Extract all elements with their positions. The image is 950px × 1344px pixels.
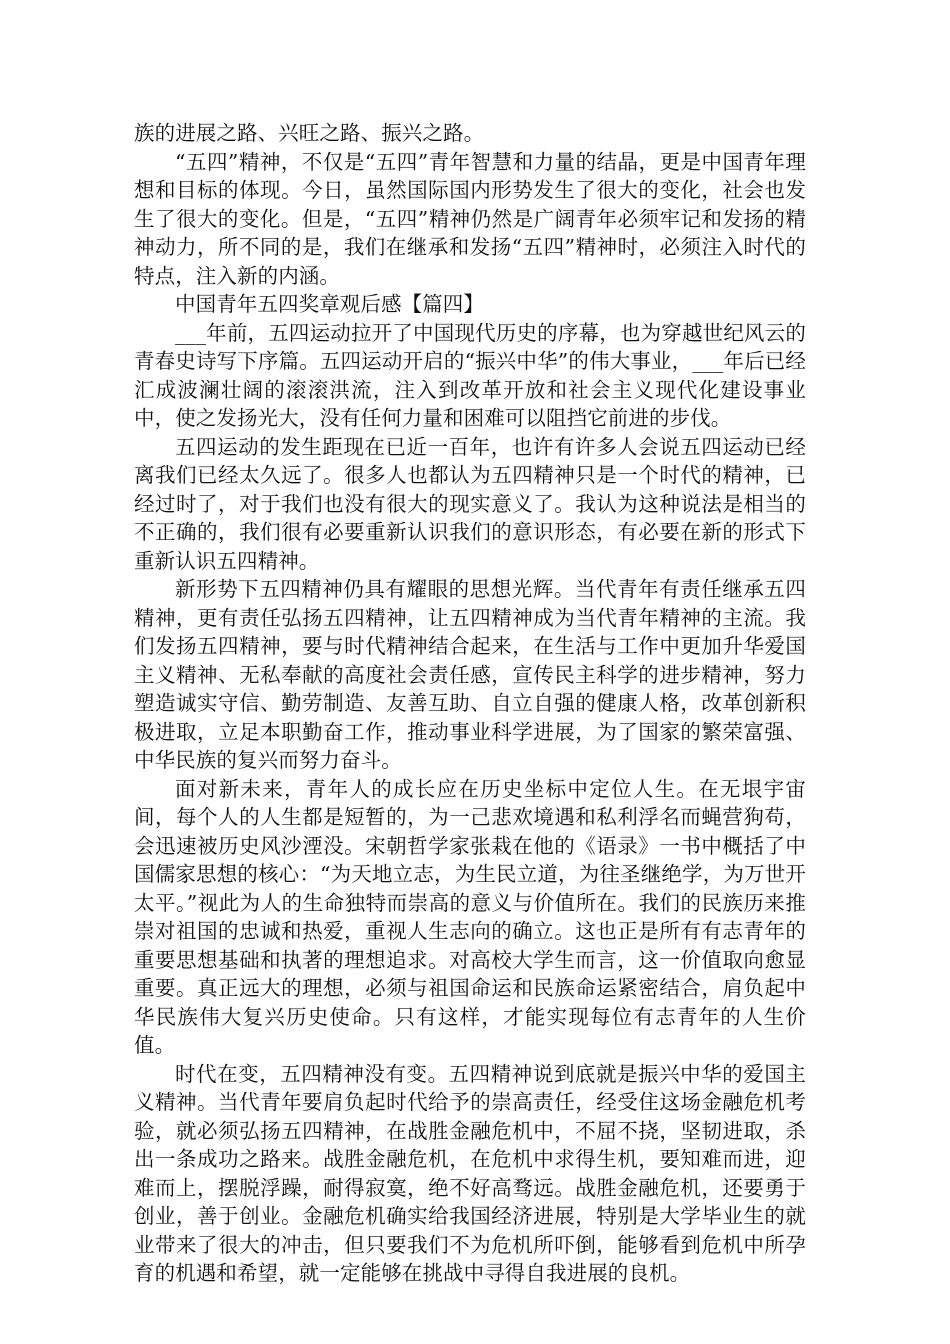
paragraph-times-change: 时代在变，五四精神没有变。五四精神说到底就是振兴中华的爱国主义精神。当代青年要肩负起时代给予的崇高责任，经受住这场金融危机考验，就必须弘扬五四精神，在战胜金融危机中，不屈不挠，坚韧进取，杀出一条成功之路来。战胜金融危机，在危机中求得生机，要知难而进，迎难而上，摆脱浮躁，耐得寂寞，绝不好高骛远。战胜金融危机，还要勇于创业，善于创业。金融危机确实给我国经济进展，特别是大学毕业生的就业带来了很大的冲击，但只要我们不为危机所吓倒，能够看到危机中所孕育的机遇和希望，就一定能够在挑战中寻得自我进展的良机。 bbox=[134, 1061, 806, 1285]
paragraph-wusi-spirit: “五四”精神，不仅是“五四”青年智慧和力量的结晶，更是中国青年理想和目标的体现。今日，虽然国际国内形势发生了很大的变化，社会也发生了很大的变化。但是，“五四”精神仍然是广阔青年必须牢记和发扬的精神动力，所不同的是，我们在继承和发扬“五四”精神时，必须注入时代的特点，注入新的内涵。 bbox=[134, 149, 806, 288]
paragraph-history: ___年前，五四运动拉开了中国现代历史的序幕，也为穿越世纪风云的青春史诗写下序篇。五四运动开启的“振兴中华”的伟大事业，___年后已经汇成波澜壮阔的滚滚洪流，注入到改革开放和社会主义现代化建设事业中，使之发扬光大，没有任何力量和困难可以阻挡它前进的步伐。 bbox=[134, 320, 806, 430]
paragraph-continuation: 族的进展之路、兴旺之路、振兴之路。 bbox=[134, 121, 485, 145]
paragraph-relevance: 五四运动的发生距现在已近一百年，也许有许多人会说五四运动已经离我们已经太久远了。很多人也都认为五四精神只是一个时代的精神，已经过时了，对于我们也没有很大的现实意义了。我认为这种说法是相当的不正确的，我们很有必要重新认识我们的意识形态，有必要在新的形式下重新认识五四精神。 bbox=[134, 434, 806, 573]
paragraph-new-situation: 新形势下五四精神仍具有耀眼的思想光辉。当代青年有责任继承五四精神，更有责任弘扬五四精神，让五四精神成为当代青年精神的主流。我们发扬五四精神，要与时代精神结合起来，在生活与工作中更加升华爱国主义精神、无私奉献的高度社会责任感，宣传民主科学的进步精神，努力塑造诚实守信、勤劳制造、友善互助、自立自强的健康人格，改革创新积极进取，立足本职勤奋工作，推动事业科学进展，为了国家的繁荣富强、中华民族的复兴而努力奋斗。 bbox=[134, 577, 806, 772]
paragraph-future: 面对新未来，青年人的成长应在历史坐标中定位人生。在无垠宇宙间，每个人的人生都是短暂的，为一己悲欢境遇和私利浮名而蝇营狗苟，会迅速被历史风沙湮没。宋朝哲学家张栽在他的《语录》一书中概括了中国儒家思想的核心：“为天地立志，为生民立道，为往圣继绝学，为万世开太平。”视此为人的生命独特而崇高的意义与价值所在。我们的民族历来推崇对祖国的忠诚和热爱，重视人生志向的确立。这也正是所有有志青年的重要思想基础和执著的理想追求。对高校大学生而言，这一价值取向愈显重要。真正远大的理想，必须与祖国命运和民族命运紧密结合，肩负起中华民族伟大复兴历史使命。只有这样，才能实现每位有志青年的人生价值。 bbox=[134, 776, 806, 1057]
document-body bbox=[134, 119, 806, 1288]
section-heading: 中国青年五四奖章观后感【篇四】 bbox=[175, 292, 484, 316]
